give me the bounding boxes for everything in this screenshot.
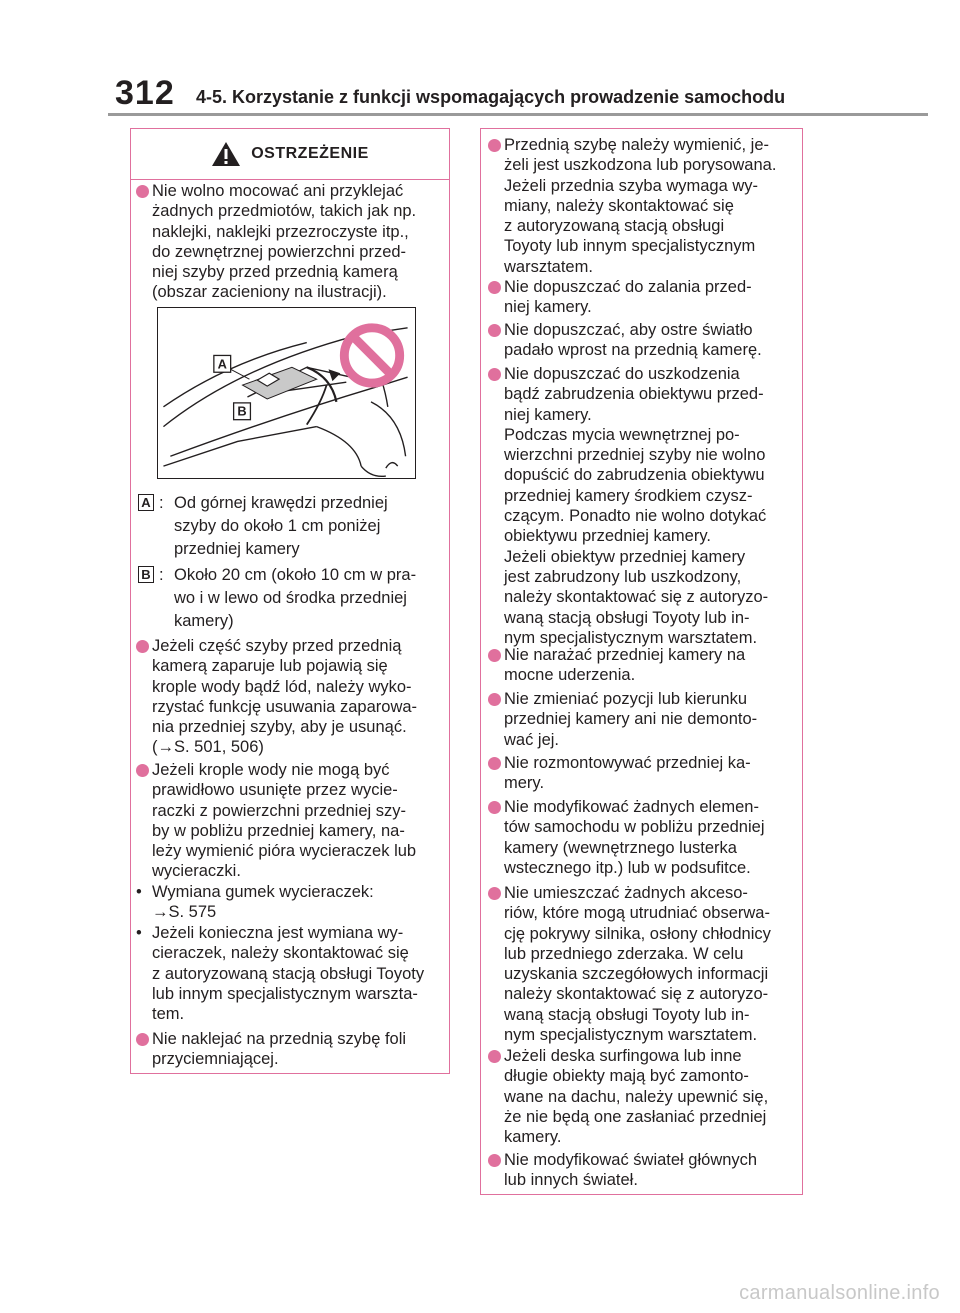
bullet-dot-icon [488, 1154, 501, 1167]
bullet-item: Nie narażać przedniej kamery na mocne uderzenia. [482, 645, 745, 686]
section-title: 4-5. Korzystanie z funkcji wspomagających prowadzenie samochodu [196, 87, 786, 107]
bullet-item: Jeżeli część szyby przed przednią kamerą zaparuje lub pojawią się krople wody bądź lód, należy wyko- rzystać funkcję usuwania zaparowa- nia przedniej szyby, aby je usunąć. (→S. 501, 506) [130, 636, 417, 758]
bullet-dot-icon [488, 139, 501, 152]
header-divider [108, 113, 928, 116]
bullet-item: Przednią szybę należy wymienić, je- żeli jest uszkodzona lub porysowana. Jeżeli przednia szyba wymaga wy- miany, należy skontaktować się z autoryzowaną stacją obsługi Toyoty lub innym specjalistycznym warsztatem. [482, 135, 776, 277]
sub-item: • Wymiana gumek wycieraczek: →S. 575 [136, 883, 374, 922]
bullet-dot-icon [488, 1050, 501, 1063]
bullet-dot-icon [488, 281, 501, 294]
bullet-item: Jeżeli krople wody nie mogą być prawidłowo usunięte przez wycie- raczki z powierzchni przedniej szy- by w pobliżu przedniej kamery, na- leży wymienić pióra wycieraczek lub wycieraczki. [130, 760, 416, 882]
bullet-dot-icon [488, 887, 501, 900]
bullet-dot-icon [136, 185, 149, 198]
figure-label-a: A [217, 356, 227, 372]
bullet-item: Nie dopuszczać do uszkodzenia bądź zabrudzenia obiektywu przed- niej kamery. Podczas mycia wewnętrznej po- wierzchni przedniej szyby nie wolno dopuścić do zabrudzenia obiektywu przedniej kamery środkiem czysz- czącym. Ponadto nie wolno dotykać obiektywu przedniej kamery. Jeżeli obiektyw przedniej kamery jest zabrudzony lub uszkodzony, należy skontaktować się z autoryzo- waną stacją obsługi Toyoty lub in- nym specjalistycznym warsztatem. [482, 364, 768, 648]
bullet-dot-icon [136, 764, 149, 777]
bullet-item: Nie modyfikować świateł głównych lub innych świateł. [482, 1150, 757, 1191]
bullet-dot-icon [488, 693, 501, 706]
bullet-item: Nie umieszczać żadnych akceso- riów, które mogą utrudniać obserwa- cję pokrywy silnika, osłony chłodnicy lub przedniego zderzaka. W celu uzyskania szczegółowych informacji należy skontaktować się z autoryzo- waną stacją obsługi Toyoty lub in- nym specjalistycznym warsztatem. [482, 883, 771, 1045]
prohibition-sign-icon [344, 328, 399, 383]
legend-a-tag: A [138, 494, 154, 511]
warning-triangle-icon [211, 141, 241, 167]
bullet-item: Nie wolno mocować ani przyklejać żadnych przedmiotów, takich jak np. naklejki, naklejki przezroczyste itp., do zewnętrznej powierzchni przed- niej szyby przed przednią kamerą (obszar zacieniony na ilustracji). [130, 181, 416, 303]
watermark: carmanualsonline.info [739, 1282, 940, 1304]
bullet-item: Nie zmieniać pozycji lub kierunku przedniej kamery ani nie demonto- wać jej. [482, 689, 757, 750]
sub-item: • Jeżeli konieczna jest wymiana wy- cieraczek, należy skontaktować się z autoryzowaną stacją obsługi Toyoty lub innym specjalistycznym warszta- tem. [136, 924, 425, 1024]
bullet-dot-icon [488, 801, 501, 814]
bullet-item: Nie naklejać na przednią szybę foli przyciemniającej. [130, 1029, 406, 1070]
warning-title: OSTRZEŻENIE [251, 145, 369, 162]
figure-label-b: B [237, 403, 247, 419]
bullet-dot-icon [136, 640, 149, 653]
warning-header [131, 129, 449, 180]
bullet-item: Jeżeli deska surfingowa lub inne długie obiekty mają być zamonto- wane na dachu, należy upewnić się, że nie będą one zasłaniać przedniej kamery. [482, 1046, 768, 1147]
legend-b-tag: B [138, 566, 154, 583]
windshield-camera-illustration [157, 307, 416, 479]
bullet-dot-icon [488, 324, 501, 337]
bullet-dot-icon [136, 1033, 149, 1046]
bullet-item: Nie rozmontowywać przedniej ka- mery. [482, 753, 751, 794]
bullet-item: Nie dopuszczać do zalania przed- niej kamery. [482, 277, 752, 318]
bullet-dot-icon [488, 368, 501, 381]
page-number: 312 [115, 74, 175, 112]
bullet-dot-icon [488, 649, 501, 662]
bullet-item: Nie modyfikować żadnych elemen- tów samochodu w pobliżu przedniej kamery (wewnętrznego lusterka wstecznego itp.) lub w podsufitce. [482, 797, 764, 878]
bullet-item: Nie dopuszczać, aby ostre światło padało wprost na przednią kamerę. [482, 320, 762, 361]
bullet-dot-icon [488, 757, 501, 770]
